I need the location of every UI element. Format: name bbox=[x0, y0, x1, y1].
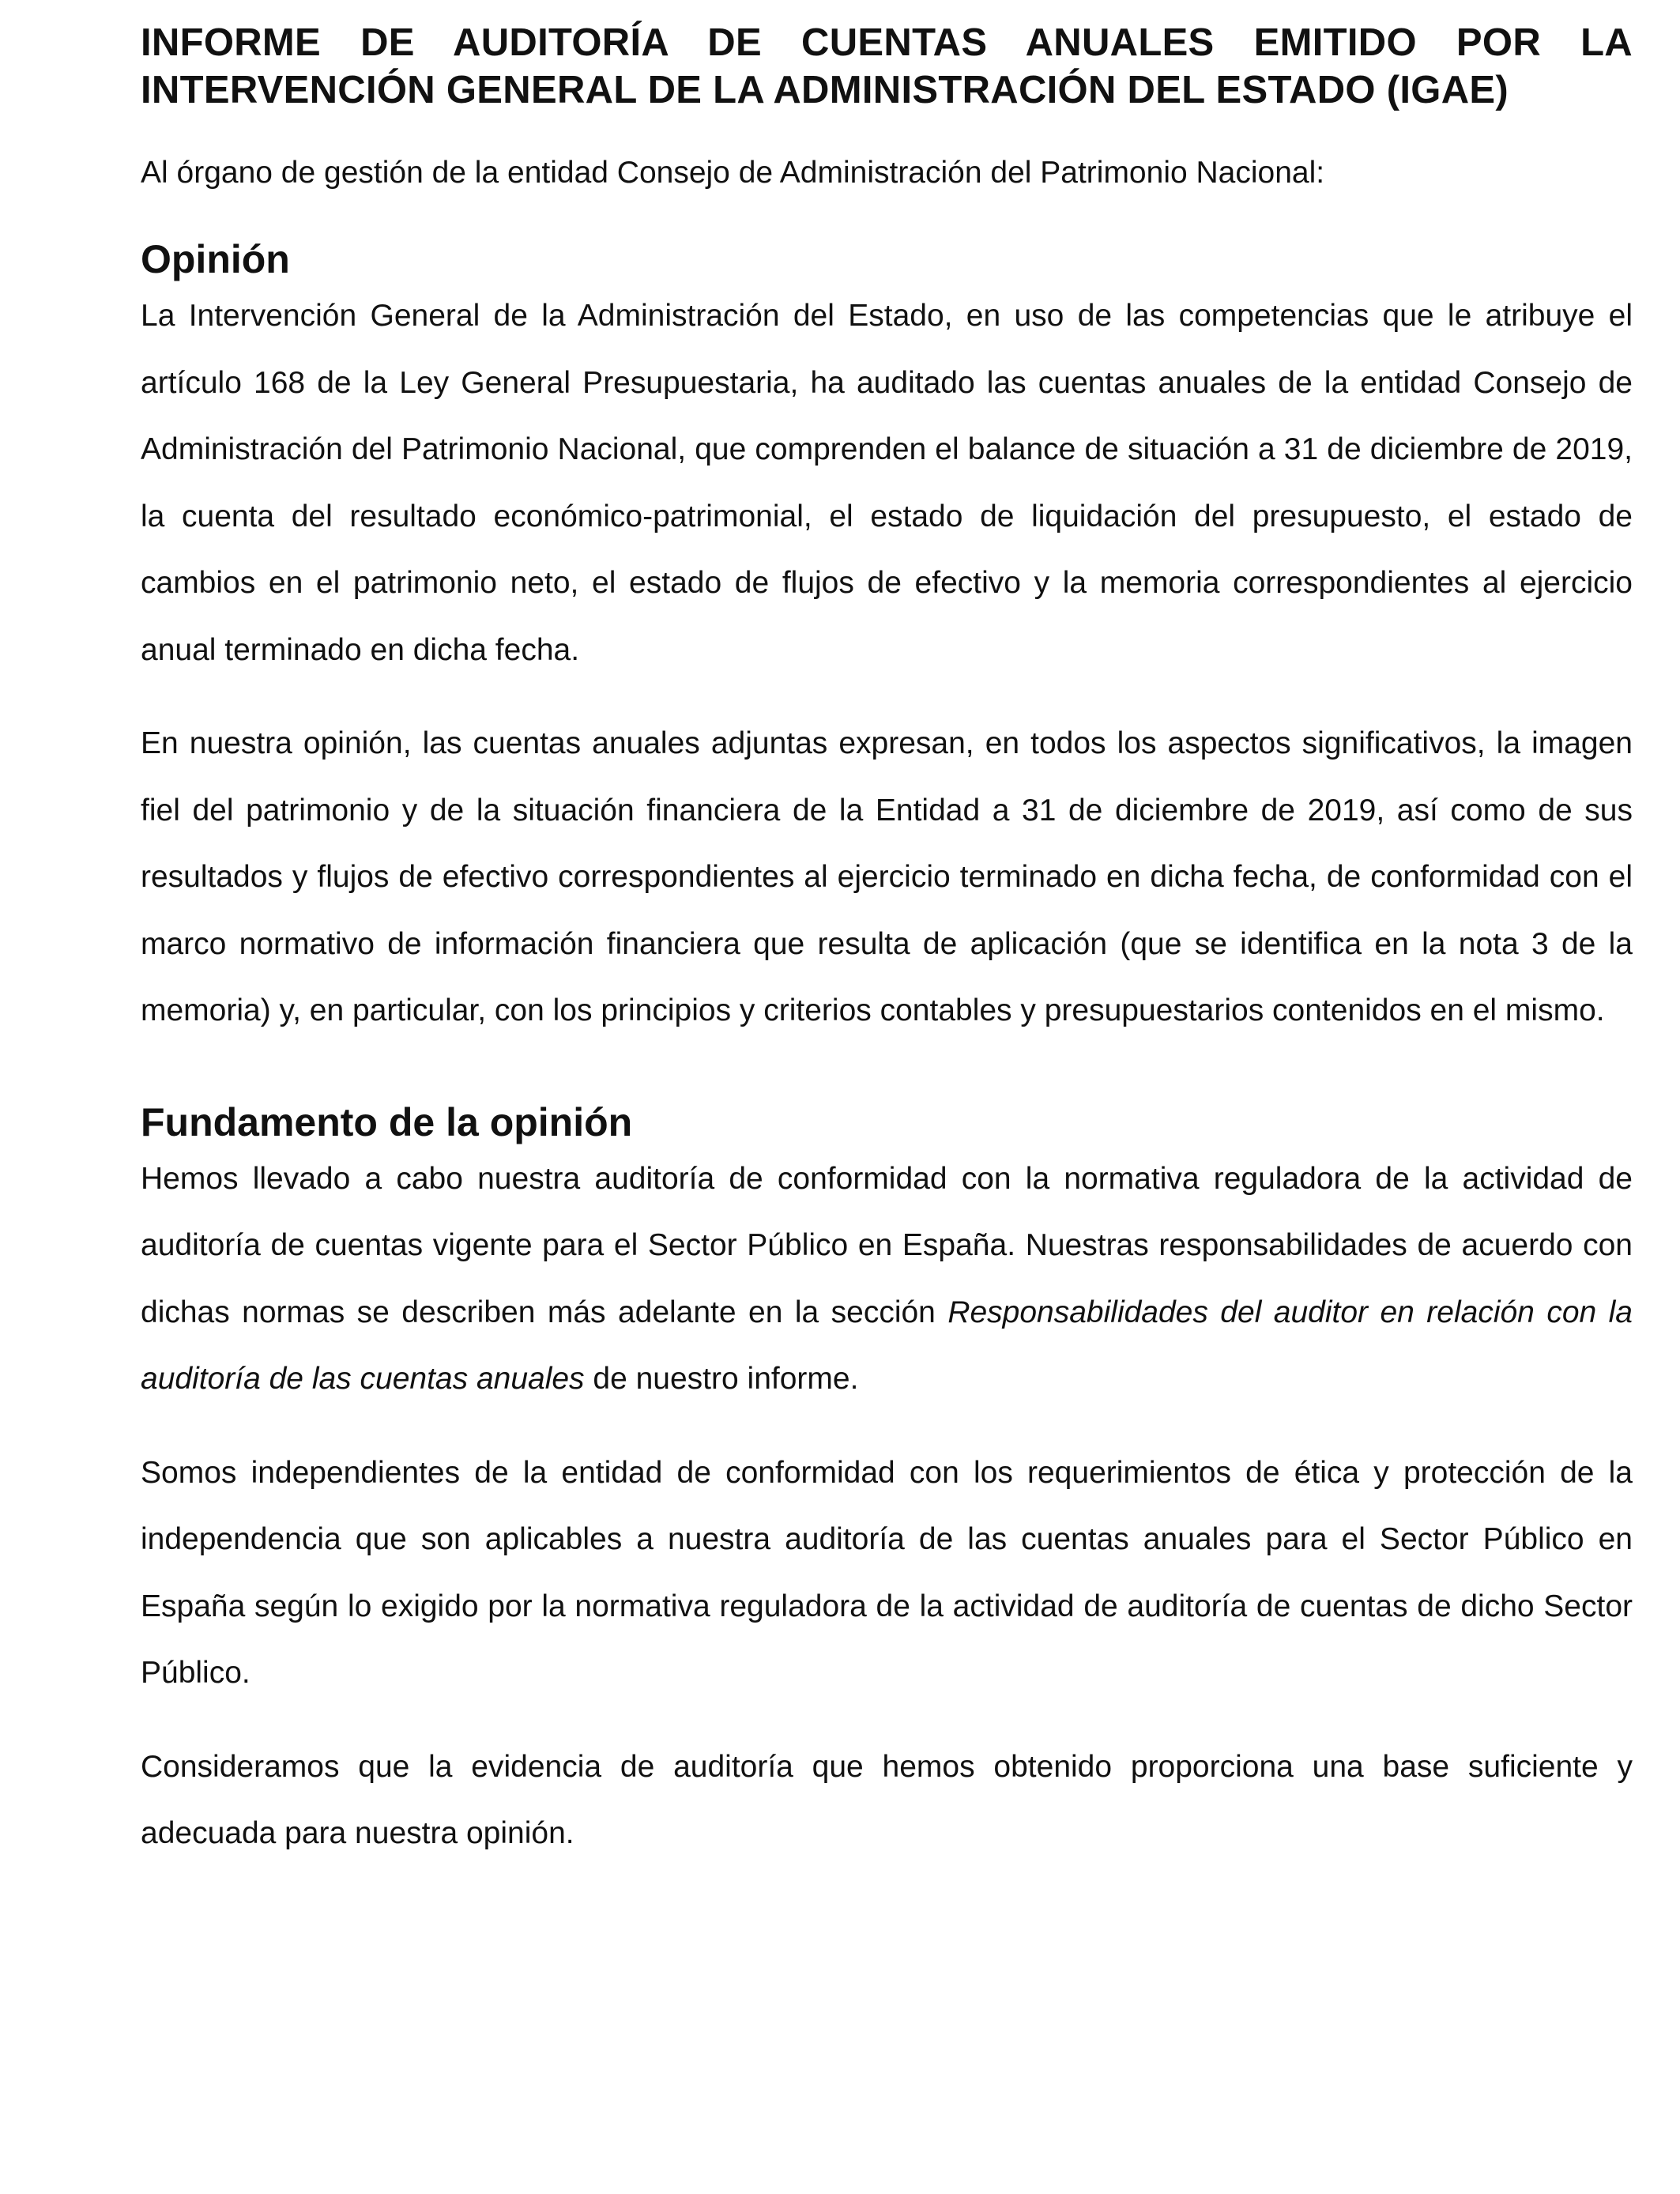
opinion-paragraph-1: La Intervención General de la Administración del Estado, en uso de las competencias que le atribuye el artículo 168 de la Ley General Presupuestaria, ha auditado las cuentas anuales de la entidad Consejo de Administración del Patrimonio Nacional, que comprenden el balance de situación a 31 de diciembre de 2019, la cuenta del resultado económico-patrimonial, el estado de liquidación del presupuesto, el estado de cambios en el patrimonio neto, el estado de flujos de efectivo y la memoria correspondientes al ejercicio anual terminado en dicha fecha. bbox=[141, 299, 1633, 667]
fundamento-heading: Fundamento de la opinión bbox=[141, 1099, 633, 1144]
fundamento-paragraph-1-end: de nuestro informe. bbox=[584, 1362, 859, 1396]
report-title bbox=[141, 19, 1633, 114]
section-reference: Responsabilidades del auditor en relación con la auditoría de las cuentas anuales bbox=[141, 1295, 1633, 1396]
opinion-heading: Opinión bbox=[141, 237, 290, 281]
fundamento-paragraph-2: Somos independientes de la entidad de conformidad con los requerimientos de ética y protección de la independencia que son aplicables a nuestra auditoría de las cuentas anuales para el Sector Público en España según lo exigido por la normativa reguladora de la actividad de auditoría de cuentas de dicho Sector Público. bbox=[141, 1455, 1633, 1690]
addressee: Al órgano de gestión de la entidad Consejo de Administración del Patrimonio Nacional: bbox=[141, 156, 1325, 190]
fundamento-paragraph-1 bbox=[141, 1146, 1633, 1413]
report-title-line2: INTERVENCIÓN GENERAL DE LA ADMINISTRACIÓN DEL ESTADO (IGAE) bbox=[141, 69, 1509, 111]
fundamento-paragraph-1-text: Hemos llevado a cabo nuestra auditoría de conformidad con la normativa reguladora de la actividad de auditoría de cuentas vigente para el Sector Público en España. Nuestras responsabilidades de acuerdo con dichas normas se describen más adelante en la sección bbox=[141, 1161, 1633, 1329]
fundamento-paragraph-3: Consideramos que la evidencia de auditoría que hemos obtenido proporciona una base suficiente y adecuada para nuestra opinión. bbox=[141, 1749, 1633, 1850]
opinion-paragraph-2: En nuestra opinión, las cuentas anuales adjuntas expresan, en todos los aspectos significativos, la imagen fiel del patrimonio y de la situación financiera de la Entidad a 31 de diciembre de 2019, así como de sus resultados y flujos de efectivo correspondientes al ejercicio terminado en dicha fecha, de conformidad con el marco normativo de información financiera que resulta de aplicación (que se identifica en la nota 3 de la memoria) y, en particular, con los principios y criterios contables y presupuestarios contenidos en el mismo. bbox=[141, 726, 1633, 1027]
report-title-line1: INFORME DE AUDITORÍA DE CUENTAS ANUALES EMITIDO POR LA bbox=[141, 21, 1633, 64]
document-page bbox=[141, 19, 1633, 1868]
